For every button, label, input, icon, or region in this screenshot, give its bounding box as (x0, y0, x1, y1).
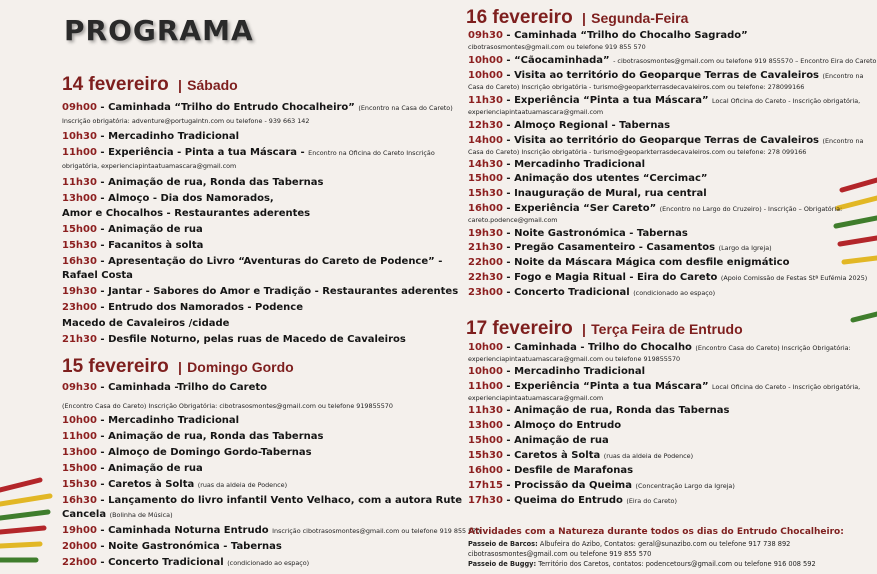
day-name: Terça Feira de Entrudo (591, 321, 743, 337)
day-heading-16: 16 fevereiro | Segunda-Feira (466, 7, 689, 28)
day-heading-14: 14 fevereiro | Sábado (62, 74, 238, 95)
event-row: 22h30 - Fogo e Magia Ritual - Eira do Careto (Apoio Comissão de Festas Stª Eufémia 2025) (468, 272, 868, 283)
day-name: Sábado (187, 77, 238, 93)
event-row: 21h30 - Desfile Noturno, pelas ruas de Macedo de Cavaleiros (62, 334, 406, 345)
event-row: 19h30 - Noite Gastronómica - Tabernas (468, 228, 688, 239)
event-note: Casa do Careto) Inscrição obrigatória - turismo@geoparkterrasdecavaleiros.com ou telefone: 278099166 (468, 83, 805, 91)
event-row: 17h30 - Queima do Entrudo (Eira do Careto) (468, 495, 677, 506)
event-row: 11h30 - Experiência “Pinta a tua Máscara” Local Oficina do Careto - Inscrição obrigatória, (468, 95, 861, 106)
event-row: 10h00 - Mercadinho Tradicional (62, 415, 240, 426)
event-row: 14h30 - Mercadinho Tradicional (468, 159, 646, 170)
event-row: 11h30 - Animação de rua, Ronda das Tabernas (62, 177, 324, 188)
event-row: 10h00 - “Cãocaminhada” - cibotrasosmontes@gmail.com ou telefone 919 855570 – Encontro Eira do Careto (468, 55, 877, 66)
event-row: 19h00 - Caminhada Noturna Entrudo Inscrição cibotrasosmontes@gmail.com ou telefone 919 855 570 (62, 525, 481, 536)
event-row: 10h30 - Mercadinho Tradicional (62, 131, 240, 142)
event-row: 16h00 - Experiência “Ser Careto” (Encontro no Largo do Cruzeiro) - Inscrição – Obrigatória: (468, 203, 843, 214)
nature-activities-title: Atividades com a Natureza durante todos os dias do Entrudo Chocalheiro: (468, 527, 844, 537)
event-row: 21h30 - Pregão Casamenteiro - Casamentos (Largo da Igreja) (468, 242, 772, 253)
event-row: 22h00 - Concerto Tradicional (condicionado ao espaço) (62, 557, 310, 568)
event-note: Casa do Careto) Inscrição obrigatória - turismo@geoparkterrasdecavaleiros.com ou telefone: 278 099166 (468, 148, 807, 156)
nature-contact-line: cibotrasosmontes@gmail.com ou telefone 919 855 570 (468, 550, 652, 558)
event-note: careto.podence@gmail.com (468, 216, 558, 224)
event-row: 16h00 - Desfile de Marafonas (468, 465, 634, 476)
event-row: 15h00 - Animação de rua (468, 435, 609, 446)
event-note: obrigatória, experienciapintaatuamascara@gmail.com (62, 162, 237, 170)
day-date: 16 fevereiro (466, 7, 573, 28)
event-row: 14h00 - Visita ao território do Geoparque Terras de Cavaleiros (Encontro na (468, 135, 864, 146)
nature-buggy-line: Passeio de Buggy: Território dos Caretos, contatos: podencetours@gmail.com ou telefone 916 008 592 (468, 560, 816, 568)
event-note: experienciapintaatuamascara@gmail.com (468, 108, 604, 116)
event-row: 19h30 - Jantar - Sabores do Amor e Tradição - Restaurantes aderentes (62, 286, 459, 297)
event-continuation: Cancela (Bolinha de Música) (62, 509, 173, 520)
day-date: 17 fevereiro (466, 318, 573, 339)
event-row: 13h00 - Almoço - Dia dos Namorados, (62, 193, 274, 204)
event-row: 15h00 - Animação de rua (62, 224, 203, 235)
decorative-stripes-right-bottom (845, 300, 877, 340)
event-row: 13h00 - Almoço do Entrudo (468, 420, 622, 431)
nature-boat-line: Passeio de Barcos: Albufeira do Azibo, Contatos: geral@sunazibo.com ou telefone 917 738 892 (468, 540, 791, 548)
event-row: 09h30 - Caminhada -Trilho do Careto (62, 382, 268, 393)
event-row: 13h00 - Almoço de Domingo Gordo-Tabernas (62, 447, 312, 458)
event-row: 11h00 - Animação de rua, Ronda das Tabernas (62, 431, 324, 442)
event-row: 23h00 - Entrudo dos Namorados - Podence (62, 302, 303, 313)
event-row: 10h00 - Caminhada - Trilho do Chocalho (Encontro Casa do Careto) Inscrição Obrigatória: (468, 342, 851, 353)
event-row: 09h00 - Caminhada “Trilho do Entrudo Chocalheiro” (Encontro na Casa do Careto) (62, 102, 453, 113)
event-row: 15h00 - Animação dos utentes “Cercimac” (468, 173, 708, 184)
event-note: experienciapintaatuamascara@gmail.com ou telefone 919855570 (468, 355, 681, 363)
day-name: Domingo Gordo (187, 359, 294, 375)
event-row: 11h30 - Animação de rua, Ronda das Tabernas (468, 405, 730, 416)
event-continuation: Rafael Costa (62, 270, 133, 281)
day-name: Segunda-Feira (591, 10, 689, 26)
event-row: 16h30 - Lançamento do livro infantil Vento Velhaco, com a autora Rute (62, 495, 463, 506)
day-heading-15: 15 fevereiro | Domingo Gordo (62, 356, 294, 377)
event-row: 17h15 - Procissão da Queima (Concentração Largo da Igreja) (468, 480, 735, 491)
event-row: 10h00 - Visita ao território do Geoparque Terras de Cavaleiros (Encontro na (468, 70, 864, 81)
event-row: 15h30 - Inauguração de Mural, rua central (468, 188, 707, 199)
event-row: 15h30 - Facanitos à solta (62, 240, 204, 251)
event-continuation: Macedo de Cavaleiros /cidade (62, 318, 230, 329)
event-row: 11h00 - Experiência - Pinta a tua Máscara - Encontro na Oficina do Careto Inscrição (62, 147, 435, 158)
event-note: experienciapintaatuamascara@gmail.com (468, 394, 604, 402)
event-row: 12h30 - Almoço Regional - Tabernas (468, 120, 671, 131)
event-row: 15h00 - Animação de rua (62, 463, 203, 474)
event-note: cibotrasosmontes@gmail.com ou telefone 919 855 570 (468, 43, 646, 51)
event-note: (Encontro Casa do Careto) Inscrição Obrigatória: cibotrasosmontes@gmail.com ou telefone 919855570 (62, 402, 393, 410)
event-note: Inscrição obrigatória: adventure@portugalntn.com ou telefone - 939 663 142 (62, 117, 310, 125)
event-row: 09h30 - Caminhada “Trilho do Chocalho Sagrado” (468, 30, 748, 41)
event-row: 15h30 - Caretos à Solta (ruas da aldeia de Podence) (62, 479, 288, 490)
day-date: 14 fevereiro (62, 74, 169, 95)
day-heading-17: 17 fevereiro | Terça Feira de Entrudo (466, 318, 743, 339)
event-row: 22h00 - Noite da Máscara Mágica com desfile enigmático (468, 257, 790, 268)
day-date: 15 fevereiro (62, 356, 169, 377)
event-row: 11h00 - Experiência “Pinta a tua Máscara” Local Oficina do Careto - Inscrição obrigatória, (468, 381, 861, 392)
event-row: 10h00 - Mercadinho Tradicional (468, 366, 646, 377)
event-row: 16h30 - Apresentação do Livro “Aventuras do Careto de Podence” - (62, 256, 443, 267)
page-title: PROGRAMA (64, 14, 254, 47)
event-row: 20h00 - Noite Gastronómica - Tabernas (62, 541, 282, 552)
decorative-stripes-left (0, 470, 60, 574)
event-continuation: Amor e Chocalhos - Restaurantes aderentes (62, 208, 311, 219)
event-row: 15h30 - Caretos à Solta (ruas da aldeia de Podence) (468, 450, 694, 461)
event-row: 23h00 - Concerto Tradicional (condicionado ao espaço) (468, 287, 716, 298)
